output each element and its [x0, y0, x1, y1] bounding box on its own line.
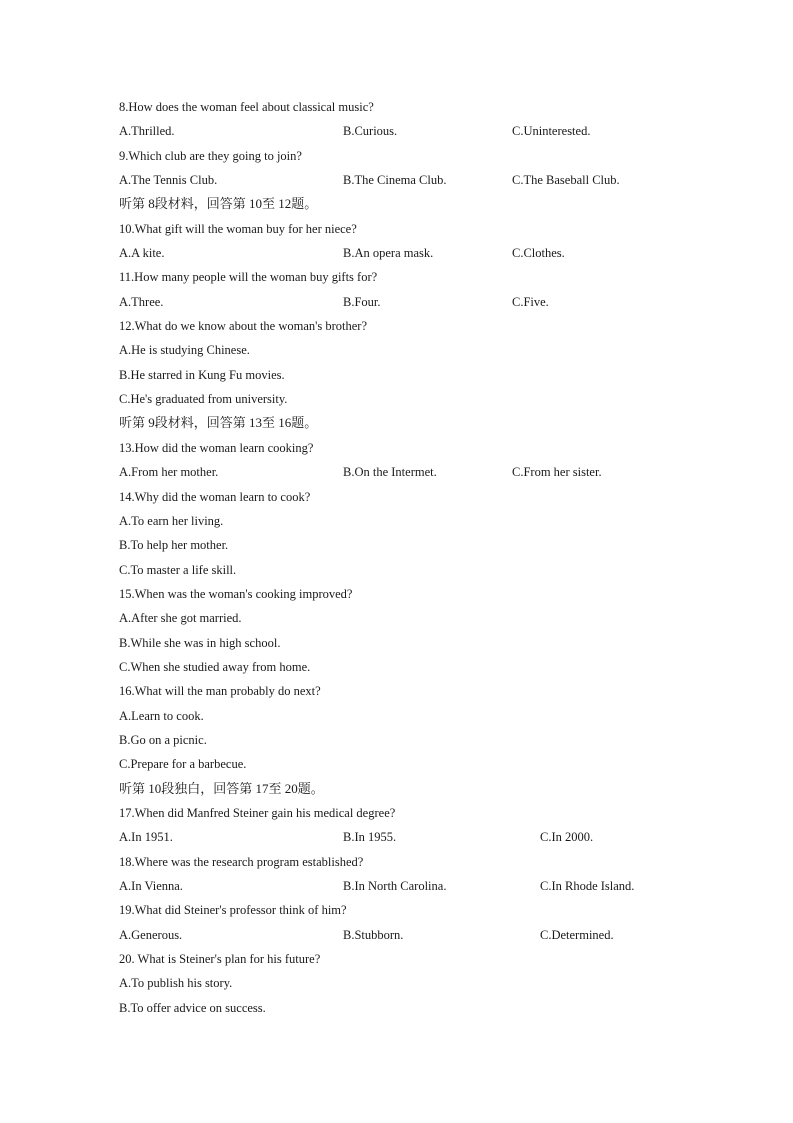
- question-12-stem: 12.What do we know about the woman's brother?: [119, 319, 368, 334]
- question-9-option-a: A.The Tennis Club.: [119, 173, 218, 188]
- question-15-option-a: A.After she got married.: [119, 611, 242, 626]
- question-13-option-a: A.From her mother.: [119, 465, 219, 480]
- question-11-option-a: A.Three.: [119, 294, 164, 309]
- question-14-option-c: C.To master a life skill.: [119, 562, 237, 577]
- question-18-option-a: A.In Vienna.: [119, 879, 183, 893]
- question-11-stem: 11.How many people will the woman buy gifts for?: [119, 270, 378, 285]
- question-8-options: [119, 119, 719, 143]
- question-11-option-b: B.Four.: [343, 294, 381, 309]
- question-16-option-b: B.Go on a picnic.: [119, 732, 207, 747]
- question-19-options: [119, 923, 719, 947]
- question-8-stem: 8.How does the woman feel about classical music?: [119, 100, 374, 114]
- question-18-option-c: C.In Rhode Island.: [540, 879, 635, 893]
- section-heading-9: 听第 9段材料，回答第 13至 16题。: [119, 415, 318, 431]
- question-15-stem: 15.When was the woman's cooking improved?: [119, 586, 353, 601]
- question-9-stem: 9.Which club are they going to join?: [119, 148, 302, 163]
- question-10-option-c: C.Clothes.: [512, 246, 565, 261]
- question-18-options: [119, 874, 719, 898]
- question-17-options: [119, 825, 719, 849]
- question-8-option-c: C.Uninterested.: [512, 124, 591, 139]
- question-12-option-a: A.He is studying Chinese.: [119, 343, 250, 358]
- question-14-stem: 14.Why did the woman learn to cook?: [119, 489, 311, 504]
- question-19-stem: 19.What did Steiner's professor think of him?: [119, 903, 347, 918]
- question-16-option-a: A.Learn to cook.: [119, 708, 204, 723]
- question-13-stem: 13.How did the woman learn cooking?: [119, 440, 314, 455]
- question-20-option-a: A.To publish his story.: [119, 976, 233, 991]
- question-10-option-a: A.A kite.: [119, 246, 165, 261]
- question-11-options: [119, 290, 719, 314]
- question-15-option-b: B.While she was in high school.: [119, 635, 281, 650]
- question-18-stem: 18.Where was the research program established?: [119, 854, 364, 869]
- question-12-option-b: B.He starred in Kung Fu movies.: [119, 367, 285, 382]
- section-heading-8: 听第 8段材料，回答第 10至 12题。: [119, 196, 318, 212]
- question-10-options: [119, 241, 719, 265]
- question-19-option-b: B.Stubborn.: [343, 927, 404, 942]
- question-8-option-b: B.Curious.: [343, 124, 398, 139]
- question-9-options: [119, 168, 719, 192]
- question-9-option-c: C.The Baseball Club.: [512, 173, 620, 188]
- question-10-stem: 10.What gift will the woman buy for her niece?: [119, 221, 357, 236]
- question-document: [119, 95, 719, 1020]
- question-14-option-a: A.To earn her living.: [119, 513, 224, 528]
- question-16-stem: 16.What will the man probably do next?: [119, 684, 321, 699]
- question-17-option-b: B.In 1955.: [343, 830, 397, 845]
- section-heading-10: 听第 10段独白，回答第 17至 20题。: [119, 780, 324, 796]
- question-13-options: [119, 460, 719, 484]
- question-14-option-b: B.To help her mother.: [119, 538, 229, 553]
- question-17-option-c: C.In 2000.: [540, 830, 594, 845]
- question-13-option-c: C.From her sister.: [512, 465, 602, 480]
- question-19-option-c: C.Determined.: [540, 927, 614, 942]
- question-17-option-a: A.In 1951.: [119, 830, 173, 845]
- question-18-option-b: B.In North Carolina.: [343, 879, 447, 893]
- question-9-option-b: B.The Cinema Club.: [343, 173, 447, 188]
- question-16-option-c: C.Prepare for a barbecue.: [119, 757, 247, 772]
- question-11-option-c: C.Five.: [512, 294, 549, 309]
- question-20-option-b: B.To offer advice on success.: [119, 1000, 266, 1015]
- question-15-option-c: C.When she studied away from home.: [119, 659, 311, 674]
- question-13-option-b: B.On the Intermet.: [343, 465, 437, 480]
- question-17-stem: 17.When did Manfred Steiner gain his medical degree?: [119, 805, 396, 820]
- question-20-stem: 20. What is Steiner's plan for his future?: [119, 952, 321, 967]
- question-12-option-c: C.He's graduated from university.: [119, 392, 288, 407]
- question-10-option-b: B.An opera mask.: [343, 246, 434, 261]
- question-8-option-a: A.Thrilled.: [119, 124, 175, 139]
- question-19-option-a: A.Generous.: [119, 927, 183, 942]
